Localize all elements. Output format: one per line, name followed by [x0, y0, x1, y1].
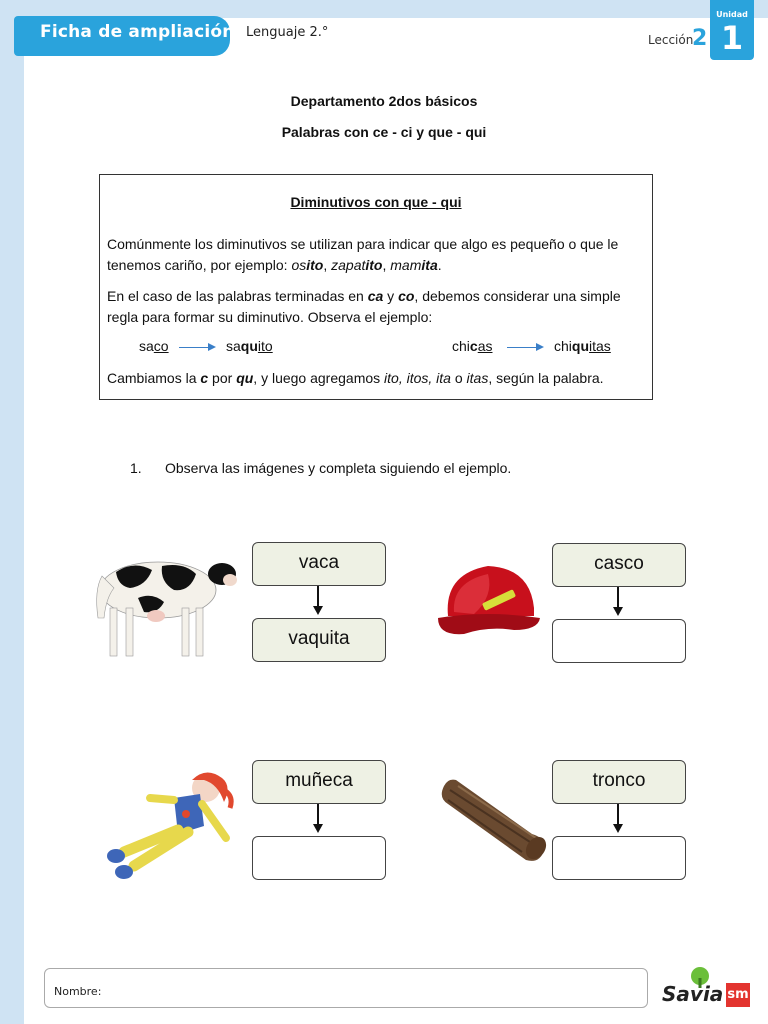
word-box-casco: casco — [552, 543, 686, 587]
lesson-number: 2 — [692, 26, 708, 51]
red-helmet-picture — [434, 556, 542, 644]
text: Cambiamos la — [107, 370, 201, 386]
brand-sm-logo: sm — [726, 983, 750, 1007]
header-subject: Lenguaje 2.° — [246, 25, 329, 40]
suffix: ito — [365, 257, 383, 273]
text: , y luego agregamos — [253, 370, 385, 386]
example-1-from — [139, 338, 169, 354]
example-word — [331, 257, 382, 273]
example-2-from — [452, 338, 493, 354]
arrow-down-icon — [317, 804, 319, 826]
text: , — [323, 257, 332, 273]
text: sa — [139, 338, 154, 354]
underlined: ito — [257, 338, 273, 354]
suffixes: ito, itos, ita — [384, 370, 451, 386]
arrow-down-icon — [317, 586, 319, 608]
text: mam — [390, 257, 422, 273]
name-label: Nombre: — [54, 985, 102, 998]
example-word — [390, 257, 437, 273]
text: chi — [452, 338, 470, 354]
answer-box-muneca[interactable] — [252, 836, 386, 880]
text: y — [383, 288, 399, 304]
exercise-instruction: Observa las imágenes y completa siguiendo el ejemplo. — [165, 460, 512, 476]
text: o — [450, 370, 467, 386]
unit-number: 1 — [720, 19, 744, 57]
text: chi — [554, 338, 572, 354]
example-word — [291, 257, 323, 273]
text: . — [437, 257, 442, 273]
topic-title: Palabras con ce - ci y que - qui — [281, 124, 487, 140]
letter-c: c — [200, 370, 209, 386]
arrowhead-icon — [313, 824, 323, 833]
header-tab-title: Ficha de ampliación — [40, 22, 235, 42]
arrowhead-icon — [613, 824, 623, 833]
text: por — [208, 370, 237, 386]
answer-box-tronco[interactable] — [552, 836, 686, 880]
ending-ca: ca — [367, 288, 384, 304]
log-picture — [436, 776, 548, 866]
arrowhead-icon — [208, 343, 216, 351]
doll-picture — [104, 768, 236, 882]
name-field[interactable] — [44, 968, 648, 1008]
bold-qu: qu — [240, 338, 258, 354]
exercise-number: 1. — [130, 460, 142, 476]
cow-picture — [86, 546, 238, 662]
arrowhead-icon — [313, 606, 323, 615]
word-box-muneca: muñeca — [252, 760, 386, 804]
text: os — [291, 257, 307, 273]
rule-paragraph-1 — [107, 234, 647, 276]
text: En el caso de las palabras terminadas en — [107, 288, 368, 304]
suffix: ita — [421, 257, 438, 273]
arrow-right-icon — [179, 347, 209, 348]
rule-paragraph-3 — [107, 368, 647, 389]
text: , — [382, 257, 391, 273]
rule-heading: Diminutivos con que - qui — [290, 194, 462, 210]
arrow-right-icon — [507, 347, 537, 348]
bold-c: c — [469, 338, 478, 354]
letters-qu: qu — [236, 370, 254, 386]
text: , según la palabra. — [488, 370, 604, 386]
text: sa — [226, 338, 241, 354]
underlined: itas — [589, 338, 611, 354]
text: zapat — [331, 257, 366, 273]
brand-savia: Savia — [662, 982, 724, 1006]
example-1-to — [226, 338, 273, 354]
answer-box-vaquita: vaquita — [252, 618, 386, 662]
example-2-to — [554, 338, 611, 354]
unit-label: Unidad — [716, 10, 748, 19]
word-box-tronco: tronco — [552, 760, 686, 804]
arrow-down-icon — [617, 587, 619, 609]
ending-co: co — [398, 288, 415, 304]
text: Comúnmente los diminutivos se utilizan para indicar que algo es pequeño o que le tenemos cariño, por ejemplo: — [107, 236, 619, 273]
arrowhead-icon — [536, 343, 544, 351]
left-band — [0, 0, 24, 1024]
suffix: ito — [306, 257, 324, 273]
answer-box-casco[interactable] — [552, 619, 686, 663]
bold-qu: qu — [571, 338, 590, 354]
word-box-vaca: vaca — [252, 542, 386, 586]
suffix-itas: itas — [466, 370, 489, 386]
rule-paragraph-2 — [107, 286, 647, 328]
lesson-label: Lección — [648, 33, 694, 47]
text: , debemos considerar una simple regla para formar su diminutivo. Observa el ejemplo: — [107, 288, 621, 325]
arrowhead-icon — [613, 607, 623, 616]
underlined: as — [477, 338, 493, 354]
department-title: Departamento 2dos básicos — [290, 93, 478, 109]
underlined: co — [153, 338, 169, 354]
arrow-down-icon — [617, 804, 619, 826]
